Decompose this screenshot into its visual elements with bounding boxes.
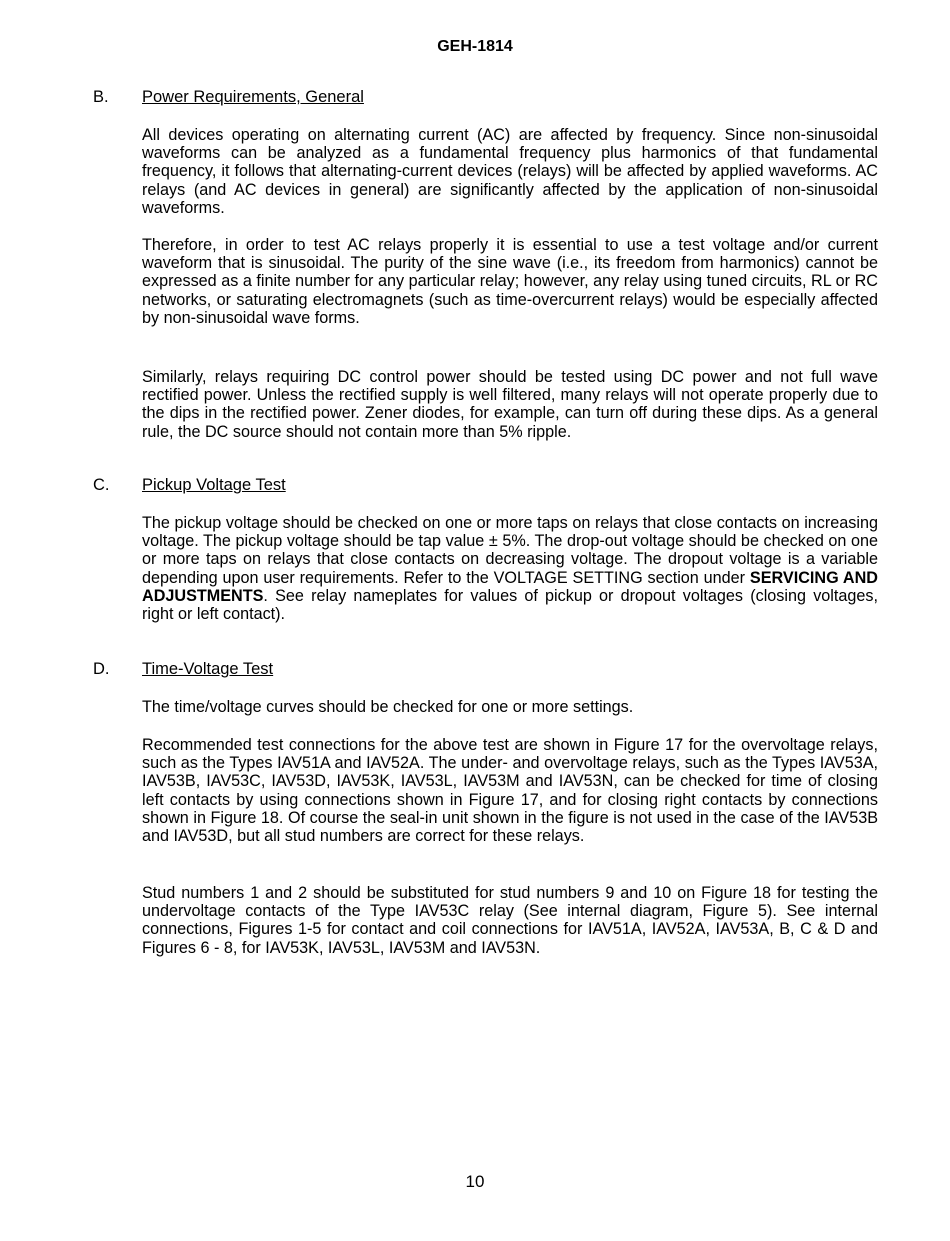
paragraph: All devices operating on alternating current (AC) are affected by frequency. Since non-sinusoidal waveforms can be analyzed as a fundamental frequency plus harmonics of that fundamental frequency, it follows that alternating-current devices (relays) will be affected by applied waveforms. AC relays (and AC devices in general) are significantly affected by the application of non-sinusoidal waveforms. <box>142 126 878 217</box>
section-title: Time-Voltage Test <box>142 660 274 678</box>
page-header-doc-id: GEH-1814 <box>437 38 513 55</box>
page-number: 10 <box>465 1172 485 1191</box>
paragraph-text: The pickup voltage should be checked on one or more taps on relays that close contacts on increasing voltage. The pickup voltage should be tap value ± 5%. The drop-out voltage should be checked on one or more taps on relays that close contacts on decreasing voltage. The dropout voltage is a variable depending upon user requirements. Refer to the VOLTAGE SETTING section under <box>142 514 878 587</box>
section-title: Pickup Voltage Test <box>142 476 286 494</box>
paragraph <box>142 514 878 623</box>
paragraph: Recommended test connections for the above test are shown in Figure 17 for the overvoltage relays, such as the Types IAV51A and IAV52A. The under- and overvoltage relays, such as the Types IAV53A, IAV53B, IAV53C, IAV53D, IAV53K, IAV53L, IAV53M and IAV53N, can be checked for time of closing left contacts by using connections shown in Figure 17, and for closing right contacts by connections shown in Figure 18. Of course the seal-in unit shown in the figure is not used in the case of the IAV53B and IAV53D, but all stud numbers are correct for these relays. <box>142 736 878 846</box>
section-letter: B. <box>93 88 109 106</box>
paragraph: Therefore, in order to test AC relays properly it is essential to use a test voltage and/or current waveform that is sinusoidal. The purity of the sine wave (i.e., its freedom from harmonics) cannot be expressed as a finite number for any particular relay; however, any relay using tuned circuits, RL or RC networks, or saturating electromagnets (such as time-overcurrent relays) would be especially affected by non-sinusoidal wave forms. <box>142 236 878 327</box>
section-letter: D. <box>93 660 110 678</box>
paragraph-bold-text: SERVICING AND ADJUSTMENTS <box>142 568 878 605</box>
paragraph: Stud numbers 1 and 2 should be substituted for stud numbers 9 and 10 on Figure 18 for testing the undervoltage contacts of the Type IAV53C relay (See internal diagram, Figure 5). See internal connections, Figures 1-5 for contact and coil connections for IAV51A, IAV52A, IAV53A, B, C & D and Figures 6 - 8, for IAV53K, IAV53L, IAV53M and IAV53N. <box>142 884 878 957</box>
paragraph-text: . See relay nameplates for values of pickup or dropout voltages (closing voltages, right or left contact). <box>142 586 878 624</box>
section-letter: C. <box>93 476 110 494</box>
paragraph: The time/voltage curves should be checked for one or more settings. <box>142 698 634 716</box>
section-title: Power Requirements, General <box>142 88 364 106</box>
paragraph: Similarly, relays requiring DC control power should be tested using DC power and not full wave rectified power. Unless the rectified supply is well filtered, many relays will not operate properly due to the dips in the rectified power. Zener diodes, for example, can turn off during these dips. As a general rule, the DC source should not contain more than 5% ripple. <box>142 368 878 441</box>
